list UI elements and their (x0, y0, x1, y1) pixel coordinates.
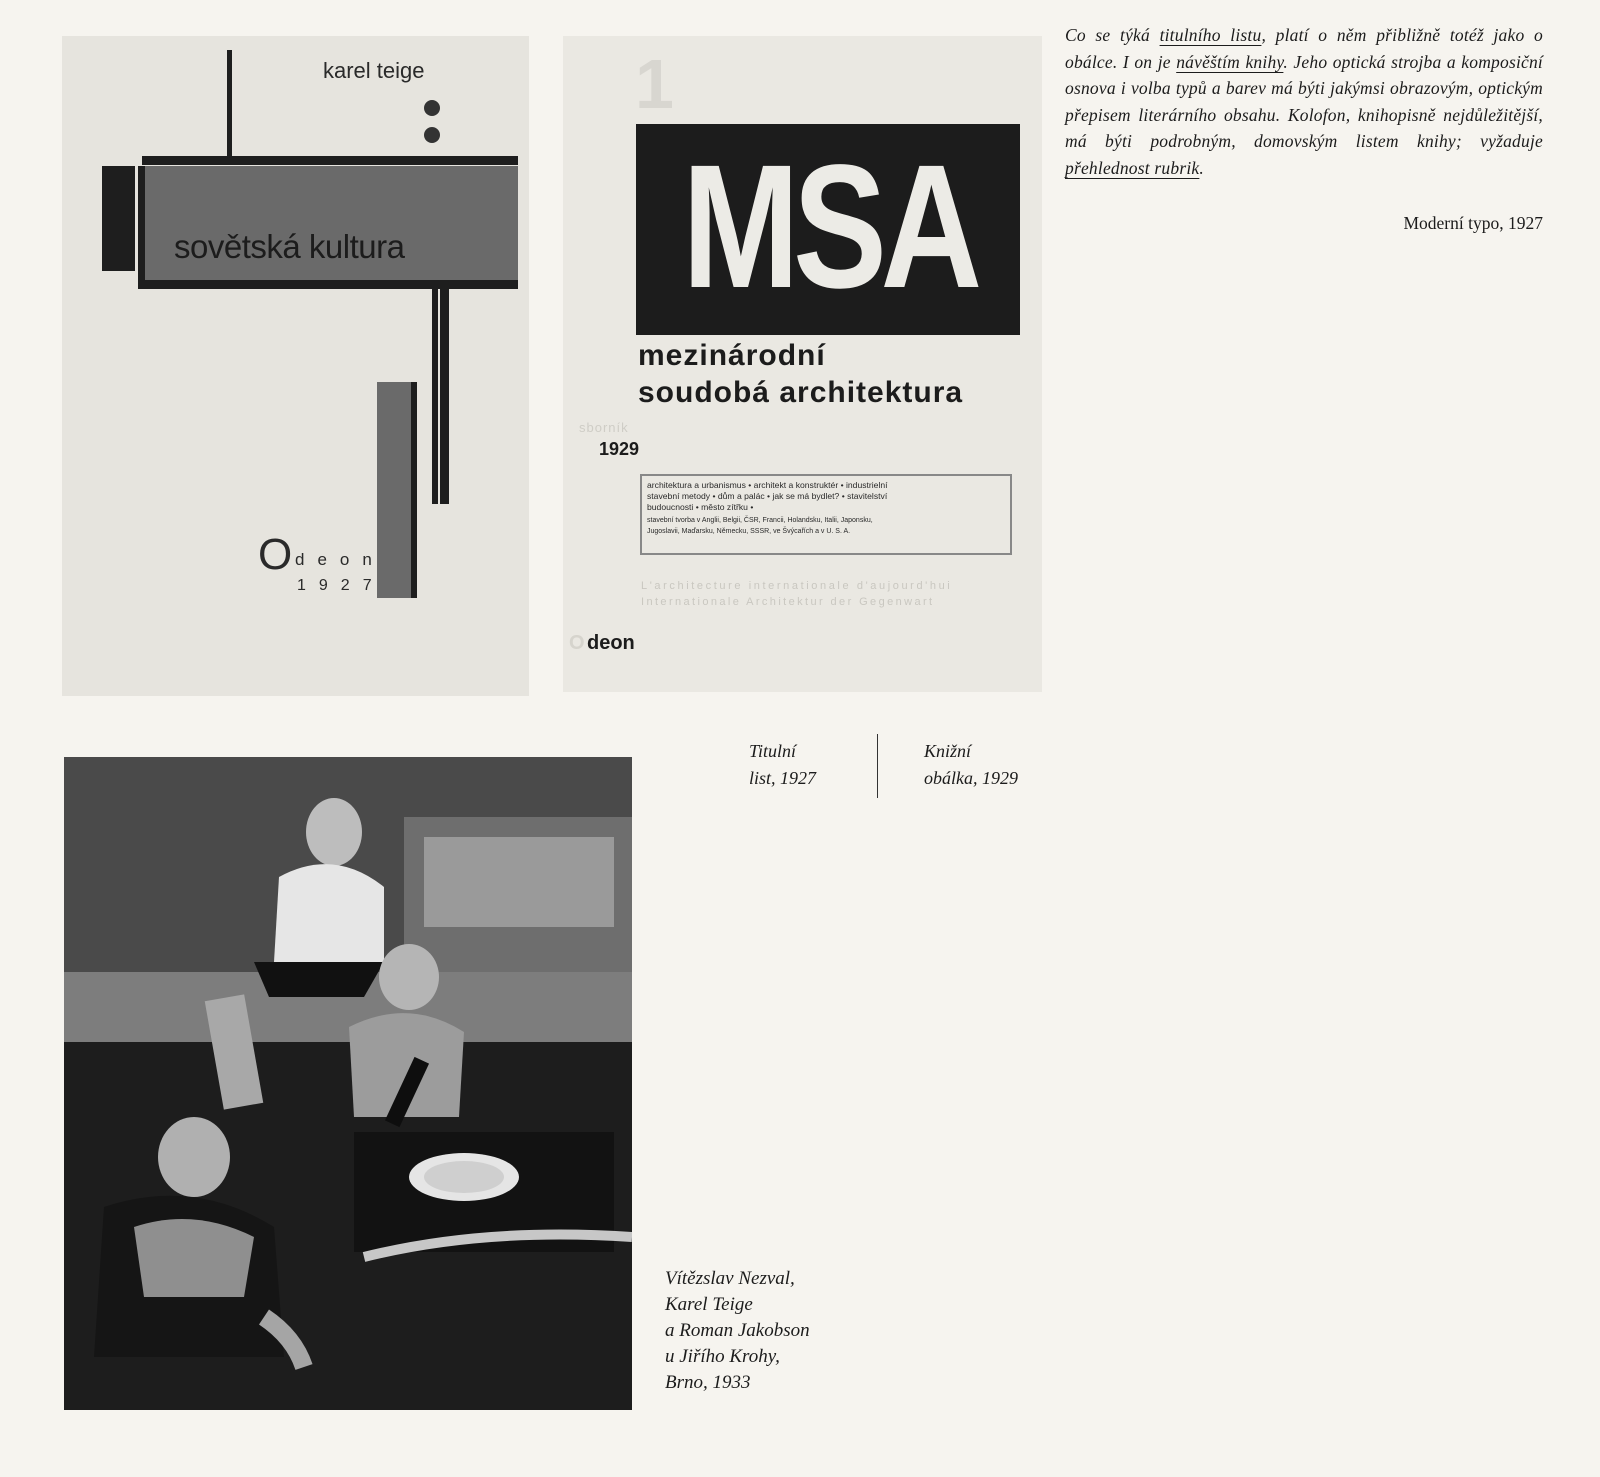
quote-segment: . Jeho optická strojba a komposiční osnova i volba typů a barev má býti jakýmsi obrazovým, optickým přepisem literárního obsahu. Kolofon, knihopisně nejdůležitější, má býti podrobným, domovským listem knihy; vyžaduje (1065, 51, 1543, 152)
title-page-1927 (62, 36, 529, 696)
contents-line: stavební metody • dům a palác • jak se má bydlet? • stavitelství (647, 491, 888, 501)
cover-author: karel teige (323, 58, 425, 83)
cover-publisher-initial: O (569, 632, 585, 654)
cover-title: MSA (682, 129, 976, 325)
quote-underlined: návěštím knihy (1176, 51, 1284, 72)
quote-segment: , platí o něm přibližně totéž jako o obálce. I on je (1065, 25, 1543, 72)
cover-publisher: deon (295, 550, 385, 569)
caption-line: list, 1927 (749, 768, 817, 788)
contents-line: Jugoslavii, Maďarsku, Německu, SSSR, ve Švýcařích a v U. S. A. (647, 528, 851, 535)
caption-line: Brno, 1933 (665, 1372, 751, 1393)
caption-line: a Roman Jakobson (665, 1320, 810, 1341)
quote-underlined: titulního listu (1159, 25, 1262, 45)
cover-number: 1 (635, 45, 674, 123)
cover-label: sborník (579, 420, 629, 435)
contents-line: stavební tvorba v Anglii, Belgii, ČSR, Francii, Holandsku, Italii, Japonsku, (647, 517, 873, 524)
caption-line: Knižní (924, 741, 972, 761)
photograph (64, 757, 632, 1410)
caption-photo (665, 1266, 810, 1396)
cover-subtitle-2: soudobá architektura (638, 376, 964, 409)
caption-line: obálka, 1929 (924, 768, 1018, 788)
cover-foreign-title-de: Internationale Architektur der Gegenwart (641, 596, 935, 608)
cover-foreign-title-fr: L'architecture internationale d'aujourd'hui (641, 580, 953, 592)
contents-line: budoucnosti • město zítřku • (647, 502, 754, 512)
quote-source: Moderní typo, 1927 (1403, 213, 1543, 233)
cover-subtitle-1: mezinárodní (638, 339, 826, 372)
quote-block (1065, 22, 1543, 182)
caption-line: u Jiřího Krohy, (665, 1346, 780, 1367)
photo-scene (64, 757, 632, 1410)
caption-divider (877, 734, 878, 798)
caption-title-page (749, 738, 816, 792)
quote-underlined: přehlednost rubrik (1065, 157, 1200, 178)
cover-publisher: deon (587, 632, 635, 654)
cover-title: sovětská kultura (174, 228, 405, 265)
quote-text (1065, 22, 1543, 182)
caption-line: Karel Teige (665, 1294, 753, 1315)
quote-segment: Co se týká (1065, 25, 1160, 45)
caption-line: Vítězslav Nezval, (665, 1268, 795, 1289)
caption-line: Titulní (749, 741, 797, 761)
title-page-graphics (62, 36, 529, 696)
quote-segment: . (1199, 157, 1204, 178)
cover-year: 1927 (297, 577, 385, 594)
contents-line: architektura a urbanismus • architekt a konstruktér • industrielní (647, 480, 888, 490)
book-cover-1929 (563, 36, 1042, 692)
cover-year: 1929 (599, 439, 640, 459)
caption-book-cover (924, 738, 1018, 792)
contents-box (640, 474, 1012, 555)
cover-publisher-initial: O (258, 530, 293, 579)
